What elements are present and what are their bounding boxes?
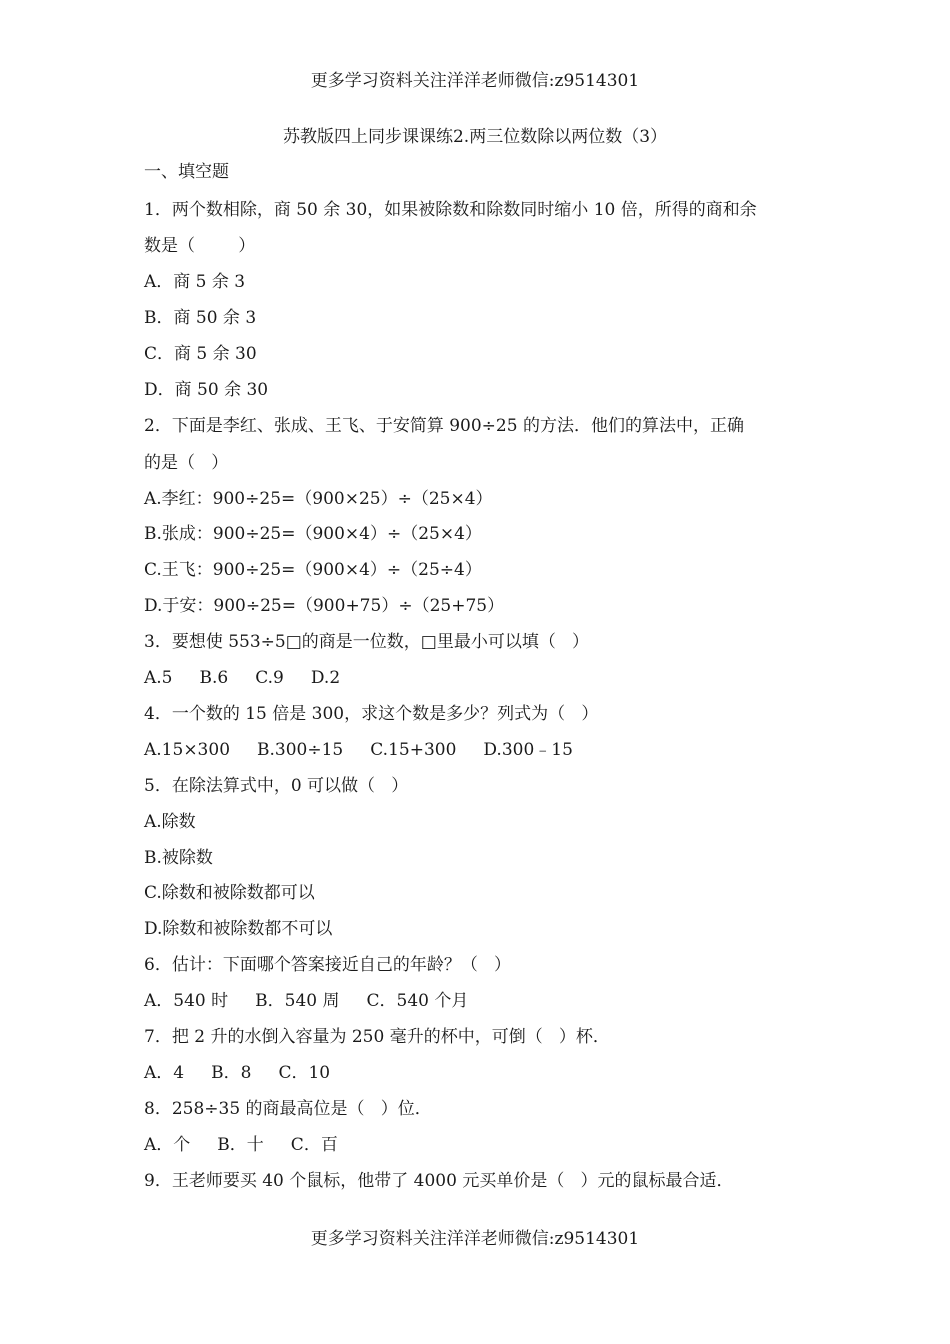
question-1-option-c: C．商 5 余 30	[144, 344, 257, 364]
question-2-line-1: 2．下面是李红、张成、王飞、于安简算 900÷25 的方法．他们的算法中，正确	[144, 416, 744, 436]
question-2-option-c: C.王飞：900÷25=（900×4）÷（25÷4）	[144, 560, 482, 580]
question-9: 9．王老师要买 40 个鼠标，他带了 4000 元买单价是（ ）元的鼠标最合适．	[144, 1171, 734, 1191]
question-5-option-d: D.除数和被除数都不可以	[144, 919, 333, 939]
question-6: 6．估计：下面哪个答案接近自己的年龄？（ ）	[144, 955, 512, 975]
page-title: 苏教版四上同步课课练2.两三位数除以两位数（3）	[282, 127, 668, 147]
question-8: 8．258÷35 的商最高位是（ ）位．	[144, 1099, 432, 1119]
question-2-line-2: 的是（ ）	[144, 453, 229, 473]
question-7-options: A．4 B．8 C．10	[144, 1063, 331, 1083]
question-2-option-a: A.李红：900÷25=（900×25）÷（25×4）	[144, 489, 493, 509]
question-5: 5．在除法算式中，0 可以做（ ）	[144, 776, 409, 796]
question-4: 4．一个数的 15 倍是 300，求这个数是多少？列式为（ ）	[144, 704, 599, 724]
question-1-line-1: 1．两个数相除，商 50 余 30，如果被除数和除数同时缩小 10 倍，所得的商和余	[144, 200, 757, 220]
question-5-option-a: A.除数	[144, 812, 196, 832]
question-6-options: A．540 时 B．540 周 C．540 个月	[144, 991, 469, 1011]
question-8-options: A．个 B．十 C．百	[144, 1135, 338, 1155]
header-promo: 更多学习资料关注洋洋老师微信:z9514301	[310, 71, 640, 91]
footer-promo: 更多学习资料关注洋洋老师微信:z9514301	[310, 1229, 640, 1249]
question-1-option-d: D．商 50 余 30	[144, 380, 269, 400]
question-7: 7．把 2 升的水倒入容量为 250 毫升的杯中，可倒（ ）杯．	[144, 1027, 610, 1047]
question-2-option-d: D.于安：900÷25=（900+75）÷（25+75）	[144, 596, 505, 616]
question-4-options: A.15×300 B.300÷15 C.15+300 D.300﹣15	[144, 740, 573, 760]
question-2-option-b: B.张成：900÷25=（900×4）÷（25×4）	[144, 524, 482, 544]
question-5-option-c: C.除数和被除数都可以	[144, 883, 315, 903]
question-1-option-b: B．商 50 余 3	[144, 308, 257, 328]
question-5-option-b: B.被除数	[144, 848, 213, 868]
question-1-option-a: A．商 5 余 3	[144, 272, 246, 292]
question-1-line-2: 数是（ ）	[144, 236, 256, 256]
question-3-options: A.5 B.6 C.9 D.2	[144, 668, 341, 688]
question-3: 3．要想使 553÷5□的商是一位数，□里最小可以填（ ）	[144, 632, 590, 652]
section-heading: 一、填空题	[144, 162, 229, 182]
